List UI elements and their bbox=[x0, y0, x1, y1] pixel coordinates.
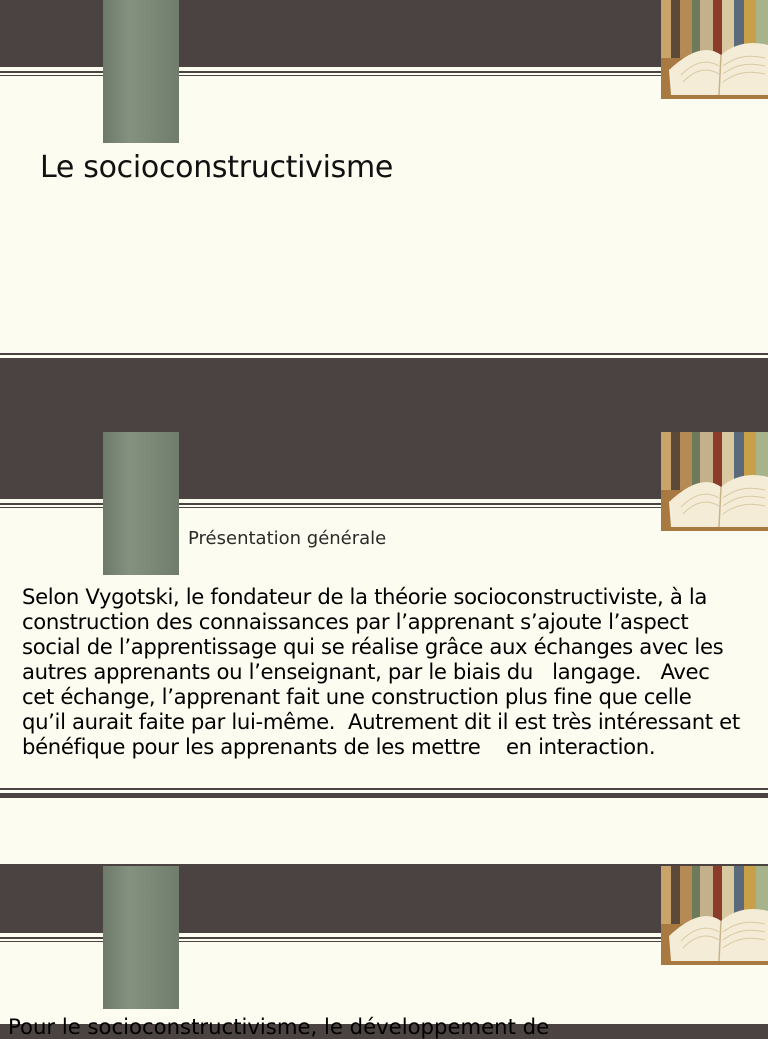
bookmark-ribbon-icon bbox=[103, 432, 179, 575]
slide-title: Le socioconstructivisme bbox=[40, 150, 394, 185]
slide-3 bbox=[0, 866, 768, 1039]
footer-rule-thick bbox=[0, 793, 768, 798]
bookmark-ribbon-icon bbox=[103, 866, 179, 1009]
bookmark-ribbon-icon bbox=[103, 0, 179, 143]
open-book-icon bbox=[661, 432, 768, 531]
footer-rule bbox=[0, 353, 768, 355]
open-book-icon bbox=[661, 0, 768, 99]
slide-1 bbox=[0, 0, 768, 363]
slide-2 bbox=[0, 432, 768, 864]
slide-body-text: Pour le socioconstructivisme, le développement de bbox=[8, 1014, 550, 1039]
slide-subtitle: Présentation générale bbox=[188, 528, 387, 549]
footer-rule-thick bbox=[0, 358, 768, 363]
open-book-icon bbox=[661, 866, 768, 965]
footer-rule bbox=[0, 788, 768, 790]
slide-body-text: Selon Vygotski, le fondateur de la théorie socioconstructiviste, à la construction des connaissances par l’apprenant s’ajoute l’aspect social de l’apprentissage qui se réalise grâce aux échanges avec les autres apprenants ou l’enseignant, par le biais du langage. Avec cet échange, l’apprenant fait une construction plus fine que celle qu’il aurait faite par lui-même. Autrement dit il est très intéressant et bénéfique pour les apprenants de les mettre en interaction. bbox=[22, 584, 740, 759]
